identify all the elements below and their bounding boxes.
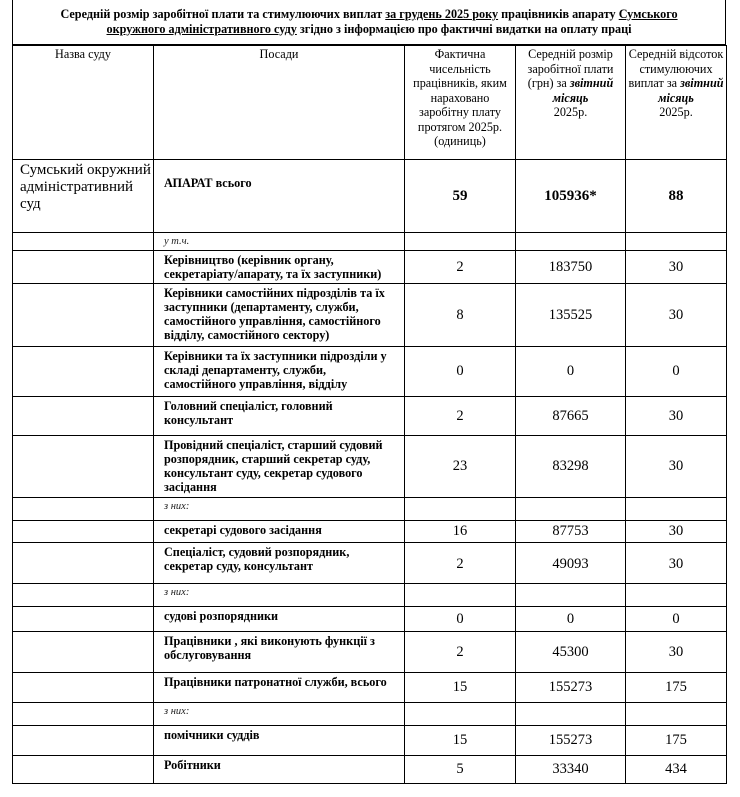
table-row — [13, 160, 727, 233]
bonus-cell: 30 — [626, 543, 727, 584]
header-headcount-text: Фактична чисельність працівників, яким нараховано заробітну плату протягом 2025р.(одиниць) — [413, 47, 507, 148]
table-row — [13, 584, 727, 607]
court-name-cell — [13, 607, 154, 632]
court-name-cell — [13, 251, 154, 284]
salary-cell: 33340 — [516, 756, 626, 784]
header-avg-bonus-post: 2025р. — [659, 105, 693, 119]
position-cell: Працівники , які виконують функції з обслуговування — [154, 632, 405, 673]
title-part2: працівників апарату — [498, 7, 619, 21]
count-cell: 15 — [405, 726, 516, 756]
salary-cell: 0 — [516, 347, 626, 397]
position-cell: з них: — [154, 584, 405, 607]
bonus-cell: 30 — [626, 397, 727, 436]
title-part1: Середній розмір заробітної плати та стимулюючих виплат — [60, 7, 386, 21]
salary-cell: 45300 — [516, 632, 626, 673]
position-cell: Робітники — [154, 756, 405, 784]
court-name-cell — [13, 397, 154, 436]
court-name-cell — [13, 584, 154, 607]
bonus-cell: 0 — [626, 607, 727, 632]
bonus-cell: 30 — [626, 251, 727, 284]
salary-table — [12, 45, 727, 784]
report-title — [12, 0, 726, 45]
salary-cell: 105936* — [516, 160, 626, 233]
salary-cell — [516, 498, 626, 521]
count-cell: 16 — [405, 521, 516, 543]
position-cell: судові розпорядники — [154, 607, 405, 632]
bonus-cell: 175 — [626, 726, 727, 756]
table-row — [13, 233, 727, 251]
salary-cell: 87753 — [516, 521, 626, 543]
position-cell: Керівництво (керівник органу, секретаріату/апарату, та їх заступники) — [154, 251, 405, 284]
salary-cell: 83298 — [516, 436, 626, 498]
salary-cell: 155273 — [516, 673, 626, 703]
position-cell: помічники суддів — [154, 726, 405, 756]
table-row — [13, 284, 727, 347]
bonus-cell: 30 — [626, 436, 727, 498]
header-avg-bonus-pre: Середній відсоток стимулюючих виплат за — [628, 47, 724, 90]
count-cell: 15 — [405, 673, 516, 703]
header-avg-bonus-em: звітний місяць — [658, 76, 724, 105]
court-name-cell — [13, 498, 154, 521]
position-cell: з них: — [154, 498, 405, 521]
salary-cell: 135525 — [516, 284, 626, 347]
position-cell: АПАРАТ всього — [154, 160, 405, 233]
header-avg-salary-em: звітний місяць — [552, 76, 614, 105]
table-row — [13, 498, 727, 521]
count-cell: 2 — [405, 543, 516, 584]
count-cell: 2 — [405, 632, 516, 673]
table-row — [13, 251, 727, 284]
count-cell: 23 — [405, 436, 516, 498]
position-cell: з них: — [154, 703, 405, 726]
salary-cell: 0 — [516, 607, 626, 632]
table-row — [13, 726, 727, 756]
header-avg-bonus — [626, 46, 727, 160]
position-cell: Працівники патронатної служби, всього — [154, 673, 405, 703]
header-avg-salary-pre: Середній розмір заробітної плати (грн) за — [527, 47, 614, 90]
bonus-cell — [626, 584, 727, 607]
court-name-cell — [13, 543, 154, 584]
table-row — [13, 543, 727, 584]
count-cell — [405, 584, 516, 607]
document-sheet — [12, 0, 726, 784]
position-cell: секретарі судового засідання — [154, 521, 405, 543]
bonus-cell: 30 — [626, 632, 727, 673]
count-cell: 0 — [405, 607, 516, 632]
count-cell: 2 — [405, 397, 516, 436]
salary-cell: 183750 — [516, 251, 626, 284]
court-name-cell — [13, 233, 154, 251]
table-row — [13, 436, 727, 498]
position-cell: Керівники та їх заступники підрозділи у складі департаменту, служби, самостійного управління, відділу — [154, 347, 405, 397]
court-name-cell — [13, 521, 154, 543]
court-name-cell — [13, 284, 154, 347]
salary-cell — [516, 233, 626, 251]
salary-cell — [516, 584, 626, 607]
court-name-cell: Сумський окружний адміністративний суд — [13, 160, 154, 233]
position-cell: у т.ч. — [154, 233, 405, 251]
header-avg-salary-post: 2025р. — [553, 105, 588, 119]
bonus-cell — [626, 233, 727, 251]
header-court-name: Назва суду — [13, 46, 154, 160]
bonus-cell: 30 — [626, 284, 727, 347]
count-cell — [405, 703, 516, 726]
count-cell: 8 — [405, 284, 516, 347]
bonus-cell: 88 — [626, 160, 727, 233]
salary-cell: 87665 — [516, 397, 626, 436]
court-name-cell — [13, 632, 154, 673]
table-row — [13, 607, 727, 632]
count-cell — [405, 233, 516, 251]
title-court: Сумського окружного адміністративного суду — [106, 7, 678, 36]
bonus-cell: 175 — [626, 673, 727, 703]
salary-cell: 49093 — [516, 543, 626, 584]
bonus-cell: 0 — [626, 347, 727, 397]
title-period: за грудень 2025 року — [385, 7, 499, 21]
court-name-cell — [13, 436, 154, 498]
table-row — [13, 673, 727, 703]
bonus-cell: 30 — [626, 521, 727, 543]
bonus-cell — [626, 703, 727, 726]
header-positions: Посади — [154, 46, 405, 160]
court-name-cell — [13, 673, 154, 703]
table-row — [13, 632, 727, 673]
position-cell: Спеціаліст, судовий розпорядник, секретар суду, консультант — [154, 543, 405, 584]
salary-cell — [516, 703, 626, 726]
court-name-cell — [13, 756, 154, 784]
count-cell — [405, 498, 516, 521]
table-header-row — [13, 46, 727, 160]
position-cell: Провідний спеціаліст, старший судовий розпорядник, старший секретар суду, консультант суду, секретар судового засідання — [154, 436, 405, 498]
table-row — [13, 703, 727, 726]
salary-cell: 155273 — [516, 726, 626, 756]
court-name-cell — [13, 726, 154, 756]
position-cell: Головний спеціаліст, головний консультант — [154, 397, 405, 436]
table-row — [13, 347, 727, 397]
header-headcount — [405, 46, 516, 160]
court-name-cell — [13, 347, 154, 397]
count-cell: 5 — [405, 756, 516, 784]
table-row — [13, 521, 727, 543]
count-cell: 2 — [405, 251, 516, 284]
table-row — [13, 397, 727, 436]
position-cell: Керівники самостійних підрозділів та їх заступники (департаменту, служби, самостійного управління, самостійного відділу, самостійного сектору) — [154, 284, 405, 347]
table-row — [13, 756, 727, 784]
count-cell: 59 — [405, 160, 516, 233]
bonus-cell: 434 — [626, 756, 727, 784]
title-part3: згідно з інформацією про фактичні видатки на оплату праці — [296, 22, 632, 36]
court-name-cell — [13, 703, 154, 726]
bonus-cell — [626, 498, 727, 521]
count-cell: 0 — [405, 347, 516, 397]
header-avg-salary — [516, 46, 626, 160]
